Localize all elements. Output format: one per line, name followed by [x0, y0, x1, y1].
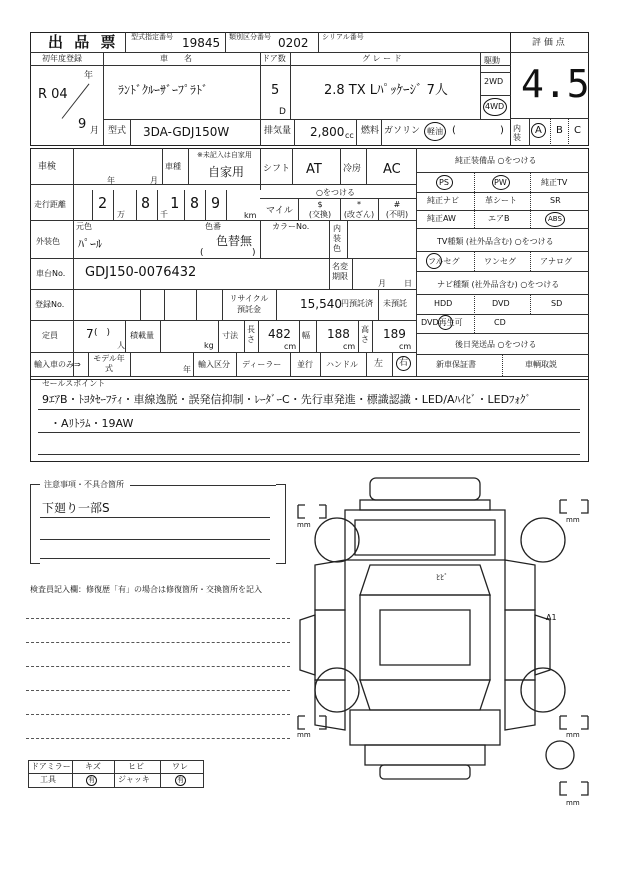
iroban-paren-open: ( — [200, 248, 204, 258]
ruibetsu-value: 0202 — [278, 36, 309, 50]
odo-digit-3: 1 — [170, 194, 180, 212]
sekisai-label: 積載量 — [130, 331, 154, 340]
grade-label: グ レ ー ド — [362, 54, 402, 63]
legend-ware: ワレ — [172, 762, 188, 771]
katashiki-value: 19845 — [182, 36, 221, 50]
color-no-label: カラーNo. — [272, 222, 310, 231]
legend-hibi: ヒビ — [128, 762, 144, 771]
shaken-nen: 年 — [107, 176, 115, 185]
notes-line-1: 下廻り一部S — [42, 501, 110, 515]
naisou-shoku-label: 内装色 — [333, 224, 341, 253]
recycle-unit: 円預託済 — [341, 299, 373, 308]
teiin-nin: 人 — [117, 341, 125, 350]
sokokyori-label: 走行距離 — [34, 200, 66, 209]
teiin-value: 7 — [86, 327, 94, 341]
navi-title: ナビ種類 (社外品含む) ○をつける — [437, 280, 560, 289]
jikayou-value: 自家用 — [208, 165, 245, 179]
month-tsuki: 月 — [90, 126, 100, 136]
hyoka-label: 評 価 点 — [532, 38, 565, 48]
mm-fr: mm — [566, 516, 580, 524]
naisou-a: A — [535, 125, 542, 136]
kudo-label: 駆動 — [484, 56, 500, 65]
drive-2wd: 2WD — [484, 77, 504, 86]
legend-jack: ジャッキ — [118, 775, 150, 784]
reibo-value: AC — [383, 162, 401, 177]
legend-jack-ari: 有 — [177, 776, 184, 784]
meigi-hi: 日 — [404, 279, 412, 288]
sheet-title: 出 品 票 — [48, 33, 119, 51]
drive-4wd: 4WD — [485, 102, 505, 111]
legend-kizu: キズ — [85, 762, 101, 771]
haba-label: 幅 — [302, 331, 310, 340]
sales-title: セールスポイント — [42, 379, 106, 388]
model-nen-label: モデル年式 — [93, 354, 125, 373]
naga-label: 長さ — [247, 325, 255, 344]
door-value: 5 — [271, 83, 280, 98]
fuel-keiyu: 軽油 — [427, 127, 443, 136]
recycle-label: リサイクル預託金 — [229, 294, 269, 314]
shamei-label: 車 名 — [160, 54, 192, 63]
sekisai-kg: kg — [204, 341, 214, 350]
odo-digit-4: 8 — [190, 194, 200, 212]
katashiki-label: 型式指定番号 — [131, 33, 173, 41]
opt-pw: PW — [494, 178, 507, 187]
opt-air-b: エアB — [488, 214, 510, 223]
haiki-value: 2,800 — [310, 125, 345, 139]
shadai-value: GDJ150-0076432 — [85, 265, 197, 280]
motoiro-label: 元色 — [76, 222, 92, 231]
opt-ps: PS — [439, 178, 449, 187]
model-label: 型式 — [108, 126, 127, 136]
kaizan: * (改ざん) — [343, 200, 375, 219]
recycle-value: 15,540 — [300, 297, 342, 311]
door-label: ドア数 — [262, 54, 286, 63]
meigi-label: 名変期限 — [332, 262, 348, 281]
mm-spare: mm — [566, 799, 580, 807]
yunyu-kubun: 輸入区分 — [198, 360, 230, 369]
shodo-label: 初年度登録 — [42, 54, 82, 63]
iroban-label: 色番 — [205, 222, 221, 231]
mi-yotaku: 未預託 — [383, 299, 407, 308]
door-d: D — [279, 107, 286, 117]
odo-digit-1: 2 — [98, 194, 108, 212]
yunyu-label: 輸入車のみ⇒ — [34, 360, 81, 369]
opt-junsei-tv: 純正TV — [541, 178, 568, 187]
opt-dvd-saisei: DVD再生可 — [421, 318, 463, 327]
serial-label: シリアル番号 — [322, 33, 364, 41]
nenryo-label: 燃料 — [361, 126, 380, 136]
year-nen: 年 — [84, 71, 94, 81]
grade-value: 2.8 TX Lﾊﾟｯｹｰｼﾞ 7人 — [324, 83, 448, 98]
naisou-c: C — [574, 125, 581, 136]
mile-label: マイル — [266, 206, 293, 216]
model-value: 3DA-GDJ150W — [143, 125, 230, 139]
shaken-label: 車検 — [38, 162, 57, 172]
odo-digit-2: 8 — [141, 194, 151, 212]
naga-value: 482 — [268, 327, 291, 341]
opt-cd: CD — [494, 318, 506, 327]
shadai-label: 車台No. — [36, 269, 66, 278]
inspector-title: 検査員記入欄：修復歴「有」の場合は修復箇所・交換箇所を記入 — [30, 585, 262, 594]
odo-man: 万 — [117, 210, 125, 219]
fumei: # (不明) — [385, 200, 409, 219]
odo-sen: 千 — [160, 210, 168, 219]
naisou-label: 内装 — [513, 124, 521, 142]
opt-abs: ABS — [548, 215, 562, 223]
opt-fullseg: フルセグ — [428, 257, 460, 266]
junsei-title: 純正装備品 ○をつける — [455, 156, 537, 165]
hibi-mark: ﾋﾋﾞ — [436, 573, 448, 582]
tv-title: TV種類 (社外品含む) ○をつける — [437, 237, 554, 246]
opt-analog: アナログ — [540, 257, 572, 266]
opt-shinsha-hosho: 新車保証書 — [436, 360, 476, 369]
odo-km: km — [244, 211, 257, 220]
legend-kogu: 工具 — [40, 775, 56, 784]
sales-line-2: ・Aﾘﾄﾗﾑ・19AW — [50, 417, 134, 430]
opt-sr: SR — [550, 196, 561, 205]
mm-fl: mm — [297, 521, 311, 529]
sales-line-1: 9ｴｱB・ﾄﾖﾀｾｰﾌﾃｨ・車線逸脱・誤発信抑制・ﾚｰﾀﾞｰC・先行車発進・標識認識・LED/Aﾊｲﾋﾞ・LEDﾌｫｸﾞ — [42, 393, 532, 406]
mm-rl: mm — [297, 731, 311, 739]
sunpo-label: 寸法 — [222, 331, 238, 340]
fuel-paren-open: ( — [452, 125, 456, 136]
model-nen: 年 — [183, 365, 191, 374]
kojitsu-title: 後日発送品 ○をつける — [455, 340, 537, 349]
haba-cm: cm — [343, 342, 356, 351]
opt-hdd: HDD — [434, 299, 453, 308]
odo-digit-5: 9 — [211, 194, 221, 212]
legend-door-mirror: ドアミラー — [31, 762, 71, 771]
heiko: 並行 — [297, 360, 313, 369]
opt-oneseg: ワンセグ — [484, 257, 516, 266]
opt-dvd: DVD — [492, 299, 510, 308]
teiin-paren: ( ) — [94, 328, 111, 338]
shaken-tsuki: 月 — [150, 176, 158, 185]
toroku-label: 登録No. — [35, 300, 65, 309]
car-diagram — [290, 470, 620, 830]
month-value: 9 — [78, 117, 87, 132]
shift-value: AT — [306, 162, 322, 177]
iroban-paren-close: ) — [252, 248, 256, 258]
hyoka-value: 4.5 — [521, 62, 590, 106]
handle: ハンドル — [326, 360, 358, 369]
a1-mark: A1 — [546, 613, 557, 622]
motoiro-value: ﾊﾟｰﾙ — [78, 237, 103, 251]
taka-label: 高さ — [361, 325, 369, 344]
naisou-b: B — [556, 125, 563, 136]
jikayou-note: ※未記入は自家用 — [197, 151, 252, 159]
hidari: 左 — [374, 359, 384, 369]
fuel-gasoline: ガソリン — [384, 126, 421, 136]
taka-value: 189 — [383, 327, 406, 341]
shashu-label: 車種 — [165, 162, 181, 171]
opt-kawa-seat: 革シート — [485, 196, 517, 205]
teiin-label: 定員 — [42, 331, 58, 340]
shamei-value: ﾗﾝﾄﾞｸﾙｰｻﾞｰﾌﾟﾗﾄﾞ — [118, 83, 209, 97]
ruibetsu-label: 類別区分番号 — [229, 33, 271, 41]
reibo-label: 冷房 — [343, 164, 362, 174]
opt-sd: SD — [551, 299, 563, 308]
opt-junsei-navi: 純正ナビ — [427, 196, 459, 205]
haba-value: 188 — [327, 327, 350, 341]
haiki-cc: cc — [345, 131, 354, 140]
gaisou-label: 外装色 — [36, 237, 60, 246]
year-value: R 04 — [38, 87, 68, 102]
fuel-paren-close: ) — [500, 125, 504, 136]
naga-cm: cm — [284, 342, 297, 351]
mile-note: ○をつける — [316, 188, 355, 197]
opt-junsei-aw: 純正AW — [427, 214, 456, 223]
taka-cm: cm — [399, 342, 412, 351]
koukan: $ (交換) — [308, 200, 332, 219]
meigi-tsuki: 月 — [378, 279, 386, 288]
legend-kogu-ari: 有 — [88, 776, 95, 784]
irokae-value: 色替無 — [216, 234, 253, 248]
shift-label: シフト — [263, 164, 291, 174]
mm-rr: mm — [566, 731, 580, 739]
opt-torisetsu: 車輌取説 — [525, 360, 557, 369]
migi: 右 — [399, 358, 409, 368]
notes-title: 注意事項・不具合箇所 — [44, 480, 124, 489]
haiki-label: 排気量 — [264, 126, 292, 136]
dealer: ディーラー — [242, 360, 282, 369]
